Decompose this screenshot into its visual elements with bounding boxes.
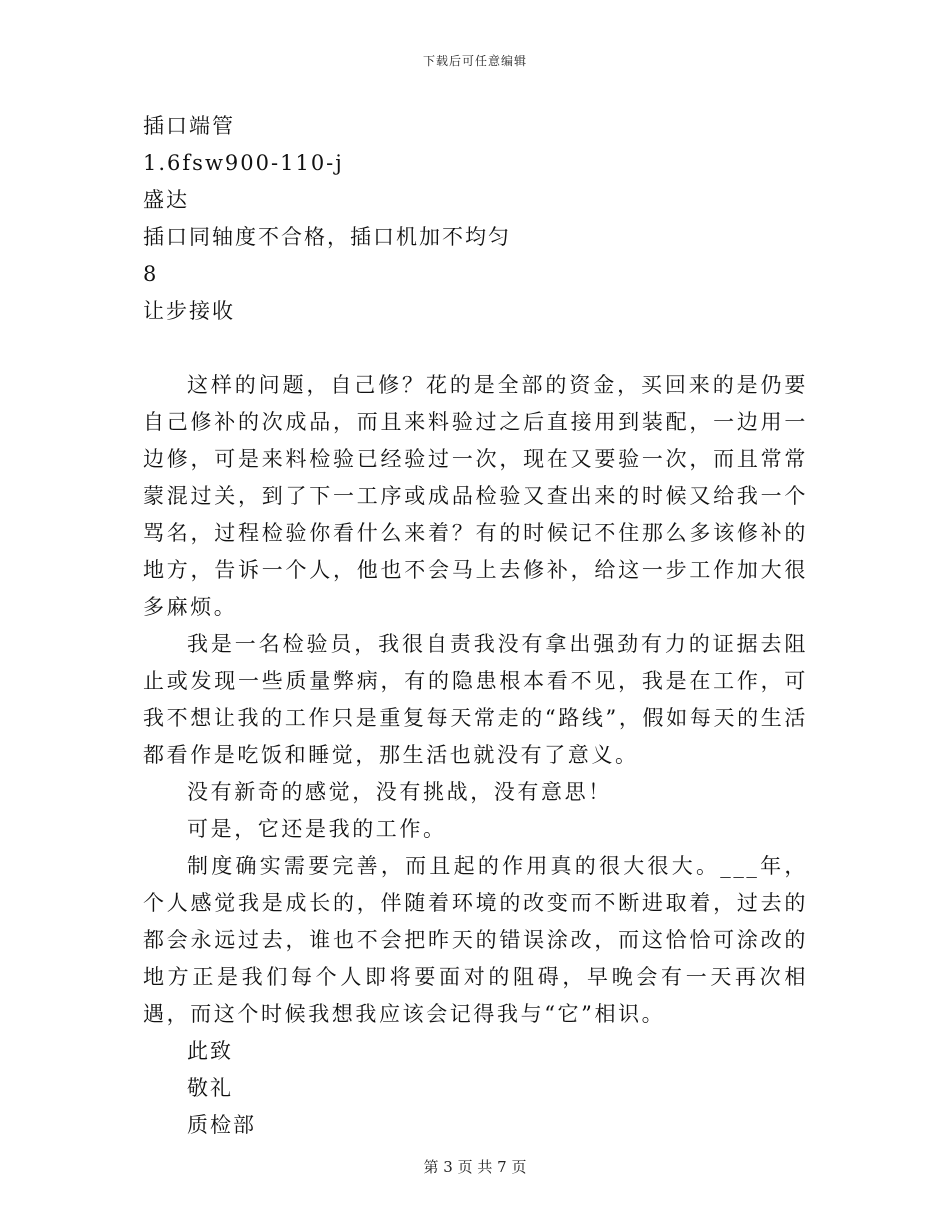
item-quantity: 8 [143,262,159,286]
body-paragraph: 我是一名检验员，我很自责我没有拿出强劲有力的证据去阻止或发现一些质量弊病，有的隐患根本看不见，我是在工作，可我不想让我的工作只是重复每天常走的“路线”，假如每天的生活都看作是吃饭和睡觉，那生活也就没有了意义。 [143,632,808,767]
item-defect: 插口同轴度不合格，插口机加不均匀 [143,225,511,249]
page-header: 下载后可任意编辑 [422,54,527,68]
blank-line [143,330,808,367]
body-paragraph: 制度确实需要完善，而且起的作用真的很大很大。___年，个人感觉我是成长的，伴随着环境的改变而不断进取着，过去的都会永远过去，谁也不会把昨天的错误涂改，而这恰恰可涂改的地方正是我们每个人即将要面对的阻碍，早晚会有一天再次相遇，而这个时候我想我应该会记得我与“它”相识。 [143,854,808,1026]
item-disposition: 让步接收 [143,299,235,323]
item-spec: 1.6fsw900-110-j [143,151,344,175]
closing-signature: 质检部 [187,1113,256,1137]
body-paragraph: 没有新奇的感觉，没有挑战，没有意思！ [187,780,612,804]
closing-salutation: 此致 [187,1039,233,1063]
body-paragraph: 可是，它还是我的工作。 [187,817,447,841]
closing-regards: 敬礼 [187,1076,233,1100]
body-paragraph: 这样的问题，自己修？花的是全部的资金，买回来的是仍要自己修补的次成品，而且来料验过之后直接用到装配，一边用一边修，可是来料检验已经验过一次，现在又要验一次，而且常常蒙混过关，到了下一工序或成品检验又查出来的时候又给我一个骂名，过程检验你看什么来着？有的时候记不住那么多该修补的地方，告诉一个人，他也不会马上去修补，给这一步工作加大很多麻烦。 [143,373,808,619]
item-supplier: 盛达 [143,188,189,212]
page-number: 第 3 页 共 7 页 [423,1158,527,1176]
document-body [143,108,808,1144]
item-name: 插口端管 [143,114,235,138]
